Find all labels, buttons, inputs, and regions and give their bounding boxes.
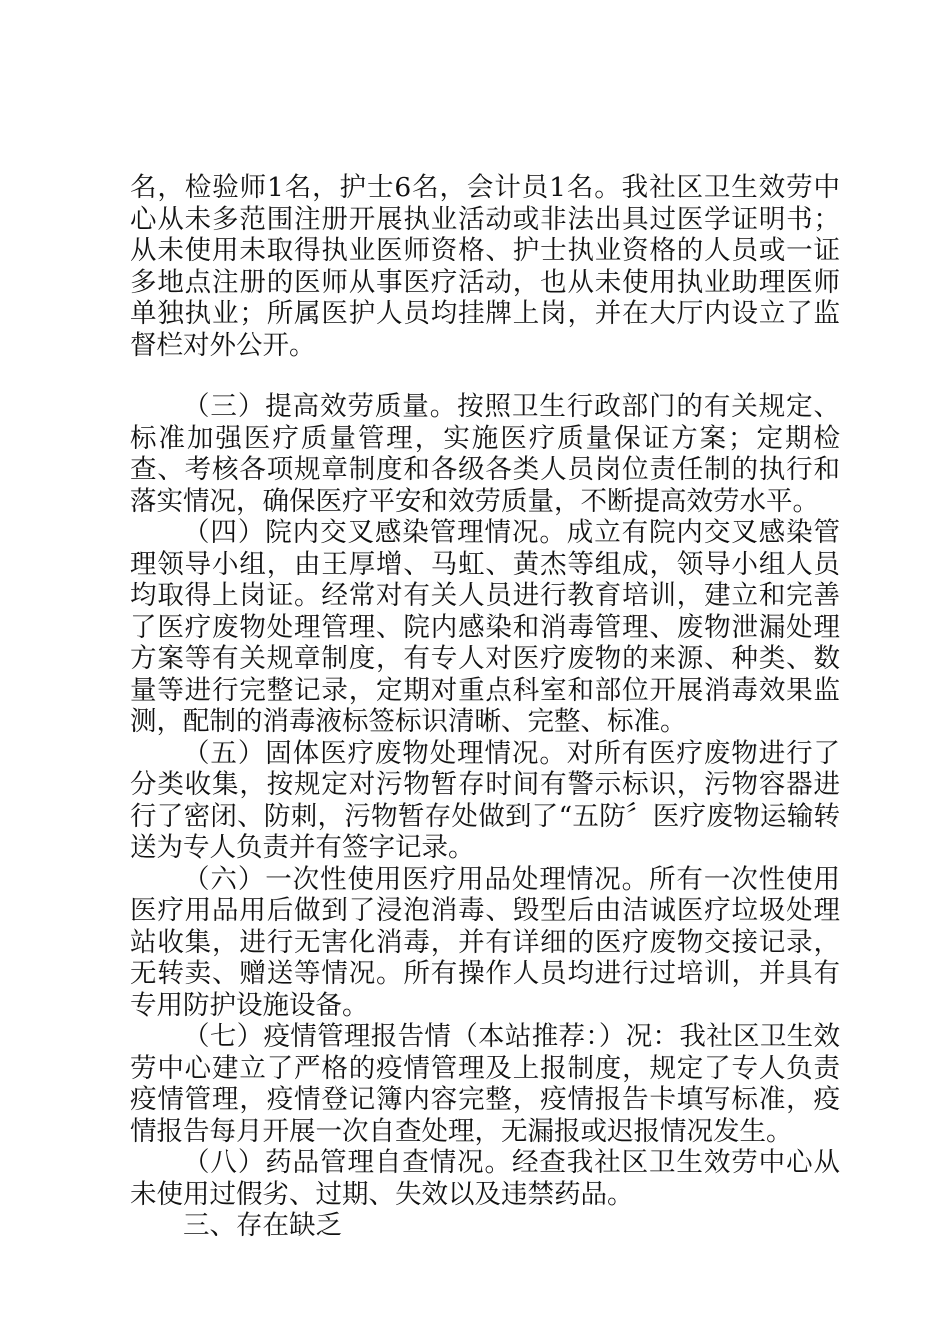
paragraph-service-quality: （三）提高效劳质量。按照卫生行政部门的有关规定、标准加强医疗质量管理，实施医疗质量保证方案；定期检查、考核各项规章制度和各级各类人员岗位责任制的执行和落实情况，确保医疗平安和效劳质量，不断提高效劳水平。 [130, 391, 840, 517]
section-heading-shortcomings: 三、存在缺乏 [183, 1210, 342, 1241]
paragraph-drug-management: （八）药品管理自查情况。经查我社区卫生效劳中心从未使用过假劣、过期、失效以及违禁药品。 [130, 1147, 840, 1210]
paragraph-staffing: 名，检验师1名，护士6名，会计员1名。我社区卫生效劳中心从未多范围注册开展执业活动或非法出具过医学证明书；从未使用未取得执业医师资格、护士执业资格的人员或一证多地点注册的医师从事医疗活动，也从未使用执业助理医师单独执业；所属医护人员均挂牌上岗，并在大厅内设立了监督栏对外公开。 [130, 172, 840, 361]
paragraph-epidemic-reporting: （七）疫情管理报告情（本站推荐：）况：我社区卫生效劳中心建立了严格的疫情管理及上报制度，规定了专人负责疫情管理，疫情登记簿内容完整，疫情报告卡填写标准，疫情报告每月开展一次自查处理，无漏报或迟报情况发生。 [130, 1021, 840, 1147]
paragraph-spacer [130, 361, 840, 391]
paragraph-infection-control: （四）院内交叉感染管理情况。成立有院内交叉感染管理领导小组，由王厚增、马虹、黄杰等组成，领导小组人员均取得上岗证。经常对有关人员进行教育培训，建立和完善了医疗废物处理管理、院内感染和消毒管理、废物泄漏处理方案等有关规章制度，有专人对医疗废物的来源、种类、数量等进行完整记录，定期对重点科室和部位开展消毒效果监测，配制的消毒液标签标识清晰、完整、标准。 [130, 517, 840, 737]
paragraph-medical-waste: （五）固体医疗废物处理情况。对所有医疗废物进行了分类收集，按规定对污物暂存时间有警示标识，污物容器进行了密闭、防刺，污物暂存处做到了“五防〞医疗废物运输转送为专人负责并有签字记录。 [130, 737, 840, 863]
document-body [130, 172, 840, 1242]
paragraph-disposable-supplies: （六）一次性使用医疗用品处理情况。所有一次性使用医疗用品用后做到了浸泡消毒、毁型后由洁诚医疗垃圾处理站收集，进行无害化消毒，并有详细的医疗废物交接记录，无转卖、赠送等情况。所有操作人员均进行过培训，并具有专用防护设施设备。 [130, 863, 840, 1021]
